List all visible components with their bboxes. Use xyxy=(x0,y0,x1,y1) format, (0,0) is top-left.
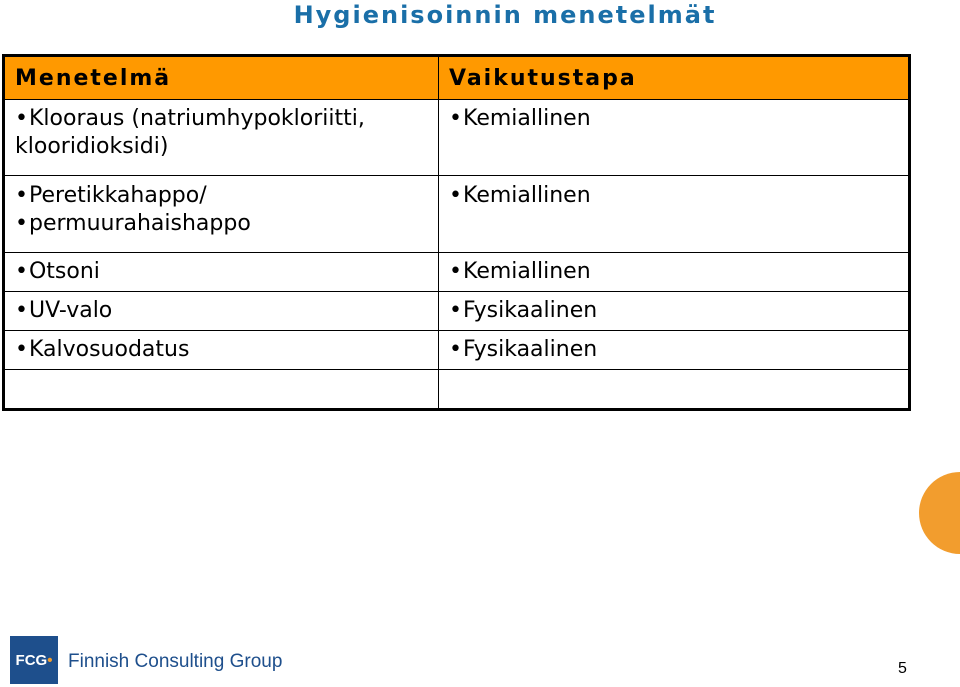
page-number: 5 xyxy=(898,660,907,677)
table-row-empty xyxy=(4,370,910,410)
method-cell xyxy=(4,253,439,292)
table-row xyxy=(4,100,910,176)
method-cell xyxy=(4,331,439,370)
effect-text: • Fysikaalinen xyxy=(449,297,898,325)
logo-dot: • xyxy=(47,651,53,669)
method-text: • Klooraus (natriumhypokloriitti, xyxy=(15,105,428,133)
method-cell xyxy=(4,100,439,176)
company-name: Finnish Consulting Group xyxy=(68,651,283,672)
effect-cell xyxy=(439,292,910,331)
table-row xyxy=(4,176,910,253)
method-text-continued: • permuurahaishappo xyxy=(15,210,428,238)
logo-text: FCG xyxy=(15,651,48,669)
method-text: • UV-valo xyxy=(15,297,428,325)
method-text: • Otsoni xyxy=(15,258,428,286)
method-text: • Peretikkahappo/ xyxy=(15,182,428,210)
table-row xyxy=(4,331,910,370)
table-row xyxy=(4,253,910,292)
method-text-continued: klooridioksidi) xyxy=(15,134,169,159)
effect-cell xyxy=(439,100,910,176)
effect-text: • Kemiallinen xyxy=(449,182,898,210)
effect-text: • Kemiallinen xyxy=(449,258,898,286)
method-text: • Kalvosuodatus xyxy=(15,336,428,364)
header-method: Menetelmä xyxy=(4,56,439,100)
effect-text: • Fysikaalinen xyxy=(449,336,898,364)
slide-title: Hygienisoinnin menetelmät xyxy=(293,1,717,29)
effect-cell xyxy=(439,176,910,253)
method-cell xyxy=(4,176,439,253)
effect-cell xyxy=(439,253,910,292)
empty-cell xyxy=(4,370,439,410)
fcg-logo xyxy=(10,636,58,684)
effect-text: • Kemiallinen xyxy=(449,105,898,133)
empty-cell xyxy=(439,370,910,410)
table-header-row xyxy=(4,56,910,100)
effect-cell xyxy=(439,331,910,370)
decorative-circle xyxy=(919,472,960,554)
table-row xyxy=(4,292,910,331)
method-cell xyxy=(4,292,439,331)
header-effect: Vaikutustapa xyxy=(439,56,910,100)
methods-table xyxy=(2,54,911,411)
